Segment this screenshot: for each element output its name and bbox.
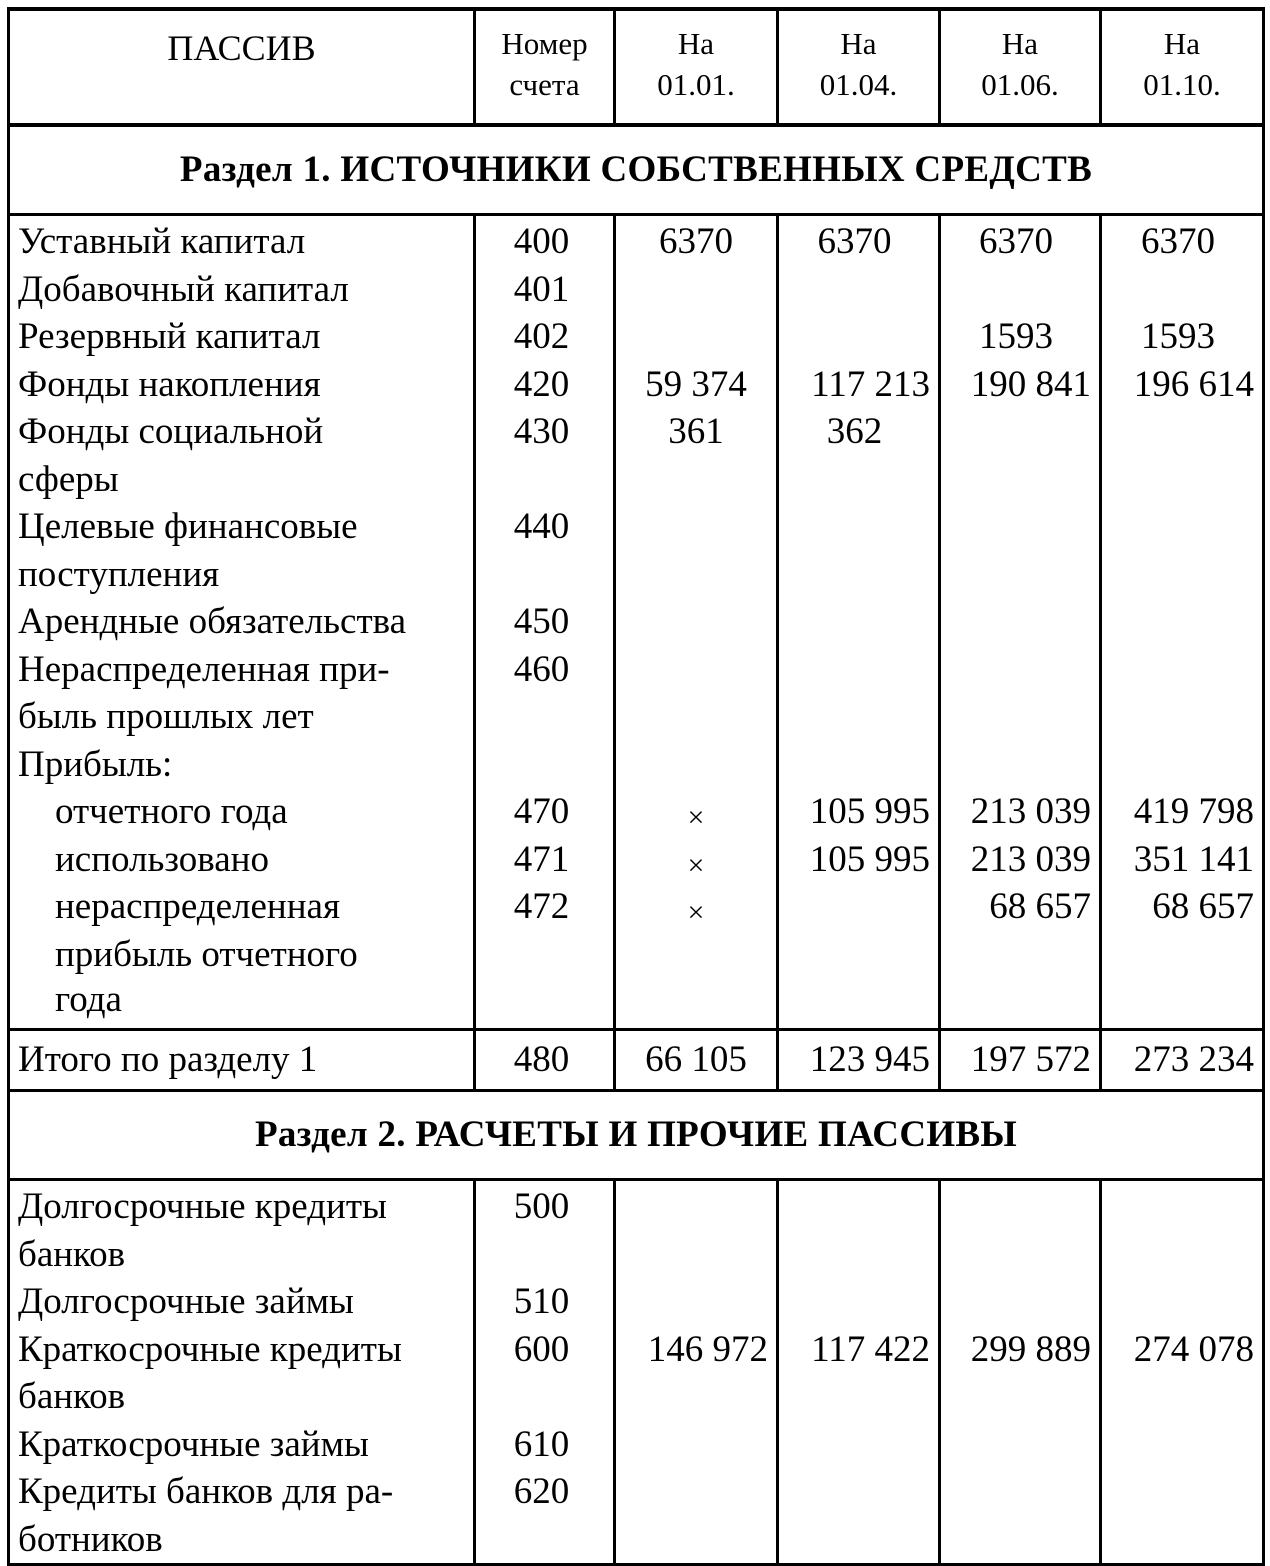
header-passiv: ПАССИВ <box>9 9 475 125</box>
section-1-total-account: 480 <box>475 1030 615 1091</box>
header-date-0101: На 01.01. <box>615 9 778 125</box>
section-1-col-0110: 6370 1593 196 614 419 798 351 141 68 657 <box>1101 215 1264 1030</box>
section-2-col-0101: 146 972 <box>615 1180 778 1565</box>
section-2-title: Раздел 2. РАСЧЕТЫ И ПРОЧИЕ ПАССИВЫ <box>9 1091 1264 1180</box>
section-1-title: Раздел 1. ИСТОЧНИКИ СОБСТВЕННЫХ СРЕДСТВ <box>9 125 1264 215</box>
header-account-number: Номер счета <box>475 9 615 125</box>
section-2-col-0104: 117 422 <box>778 1180 940 1565</box>
section-1-title-row <box>9 125 1264 215</box>
section-2-accounts: 500 510 600 610 620 <box>475 1180 615 1565</box>
section-1-total-row <box>9 1030 1264 1091</box>
section-1-col-0106: 6370 1593 190 841 213 039 213 039 68 657 <box>940 215 1101 1030</box>
section-2-col-0106: 299 889 <box>940 1180 1101 1565</box>
section-1-total-label: Итого по разделу 1 <box>9 1030 475 1091</box>
section-2-body <box>9 1180 1264 1565</box>
balance-sheet-table <box>7 7 1265 1566</box>
section-1-col-0101: 6370 59 374 361 × × × <box>615 215 778 1030</box>
section-1-names: Уставный капитал Добавочный капитал Резервный капитал Фонды накопления Фонды социальной сферы Целевые финансовые поступления Арендные обязательства Нераспределенная при- быль прошлых лет Прибыль: отчетного года использовано нераспределенная прибыль отчетного года <box>9 215 475 1030</box>
section-2-col-0110: 274 078 <box>1101 1180 1264 1565</box>
section-2-title-row <box>9 1091 1264 1180</box>
section-1-body <box>9 215 1264 1030</box>
header-date-0106: На 01.06. <box>940 9 1101 125</box>
table-header-row <box>9 9 1264 125</box>
header-date-0110: На 01.10. <box>1101 9 1264 125</box>
section-1-total-0104: 123 945 <box>778 1030 940 1091</box>
section-1-total-0101: 66 105 <box>615 1030 778 1091</box>
section-1-total-0106: 197 572 <box>940 1030 1101 1091</box>
balance-sheet-page <box>7 7 1262 1566</box>
section-1-total-0110: 273 234 <box>1101 1030 1264 1091</box>
section-2-names: Долгосрочные кредиты банков Долгосрочные займы Краткосрочные кредиты банков Краткосрочные займы Кредиты банков для ра- ботников <box>9 1180 475 1565</box>
section-1-accounts: 400 401 402 420 430 440 450 460 470 471 472 <box>475 215 615 1030</box>
section-1-col-0104: 6370 117 213 362 105 995 105 995 <box>778 215 940 1030</box>
header-date-0104: На 01.04. <box>778 9 940 125</box>
